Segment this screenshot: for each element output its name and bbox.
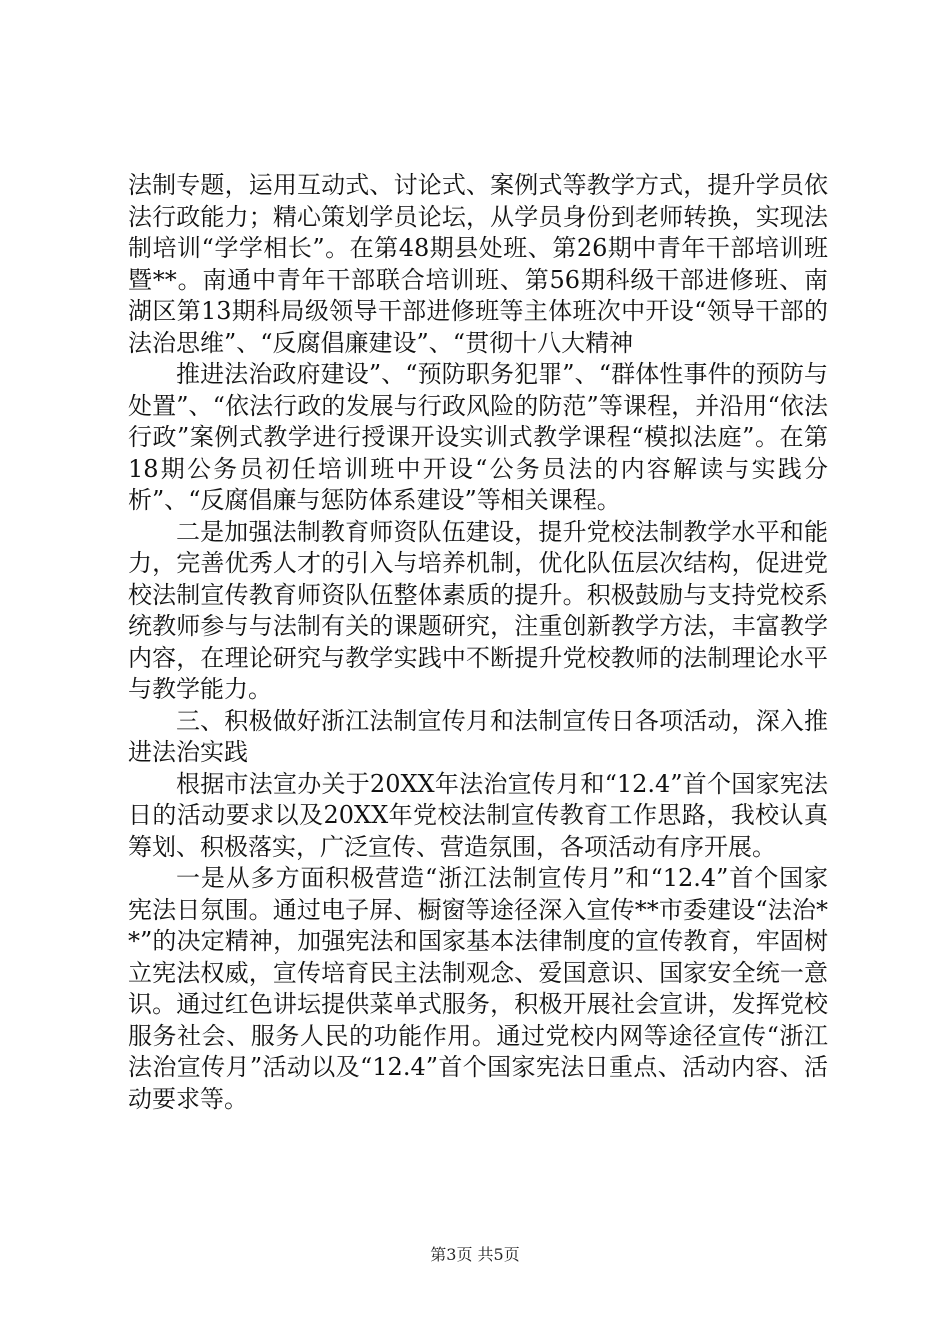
paragraph-teacher-team: 二是加强法制教育师资队伍建设，提升党校法制教学水平和能力，完善优秀人才的引入与培养机制，优化队伍层次结构，促进党校法制宣传教育师资队伍整体素质的提升。积极鼓励与支持党校系统教师参与与法制有关的课题研究，注重创新教学方法，丰富教学内容，在理论研究与教学实践中不断提升党校教师的法制理论水平与教学能力。 [128, 517, 828, 703]
document-body [128, 170, 828, 1115]
section-heading-three: 三、积极做好浙江法制宣传月和法制宣传日各项活动，深入推进法治实践 [128, 706, 828, 766]
paragraph-course-topics: 法制专题，运用互动式、讨论式、案例式等教学方式，提升学员依法行政能力；精心策划学员论坛，从学员身份到老师转换，实现法制培训“学学相长”。在第48期县处班、第26期中青年干部培训班暨**。南通中青年干部联合培训班、第56期科级干部进修班、南湖区第13期科局级领导干部进修班等主体班次中开设“领导干部的法治思维”、“反腐倡廉建设”、“贯彻十八大精神 [128, 171, 828, 357]
paragraph-activity-requirements: 根据市法宣办关于20XX年法治宣传月和“12.4”首个国家宪法日的活动要求以及20XX年党校法制宣传教育工作思路，我校认真筹划、积极落实，广泛宣传、营造氛围，各项活动有序开展。 [128, 769, 828, 861]
page-number-footer: 第3页 共5页 [430, 1245, 520, 1264]
paragraph-related-courses: 推进法治政府建设”、“预防职务犯罪”、“群体性事件的预防与处置”、“依法行政的发展与行政风险的防范”等课程，并沿用“依法行政”案例式教学进行授课开设实训式教学课程“模拟法庭”。在第18期公务员初任培训班中开设“公务员法的内容解读与实践分析”、“反腐倡廉与惩防体系建设”等相关课程。 [128, 360, 828, 514]
paragraph-atmosphere: 一是从多方面积极营造“浙江法制宣传月”和“12.4”首个国家宪法日氛围。通过电子屏、橱窗等途径深入宣传**市委建设“法治**”的决定精神，加强宪法和国家基本法律制度的宣传教育，牢固树立宪法权威，宣传培育民主法制观念、爱国意识、国家安全统一意识。通过红色讲坛提供菜单式服务，积极开展社会宣讲，发挥党校服务社会、服务人民的功能作用。通过党校内网等途径宣传“浙江法治宣传月”活动以及“12.4”首个国家宪法日重点、活动内容、活动要求等。 [128, 864, 828, 1113]
